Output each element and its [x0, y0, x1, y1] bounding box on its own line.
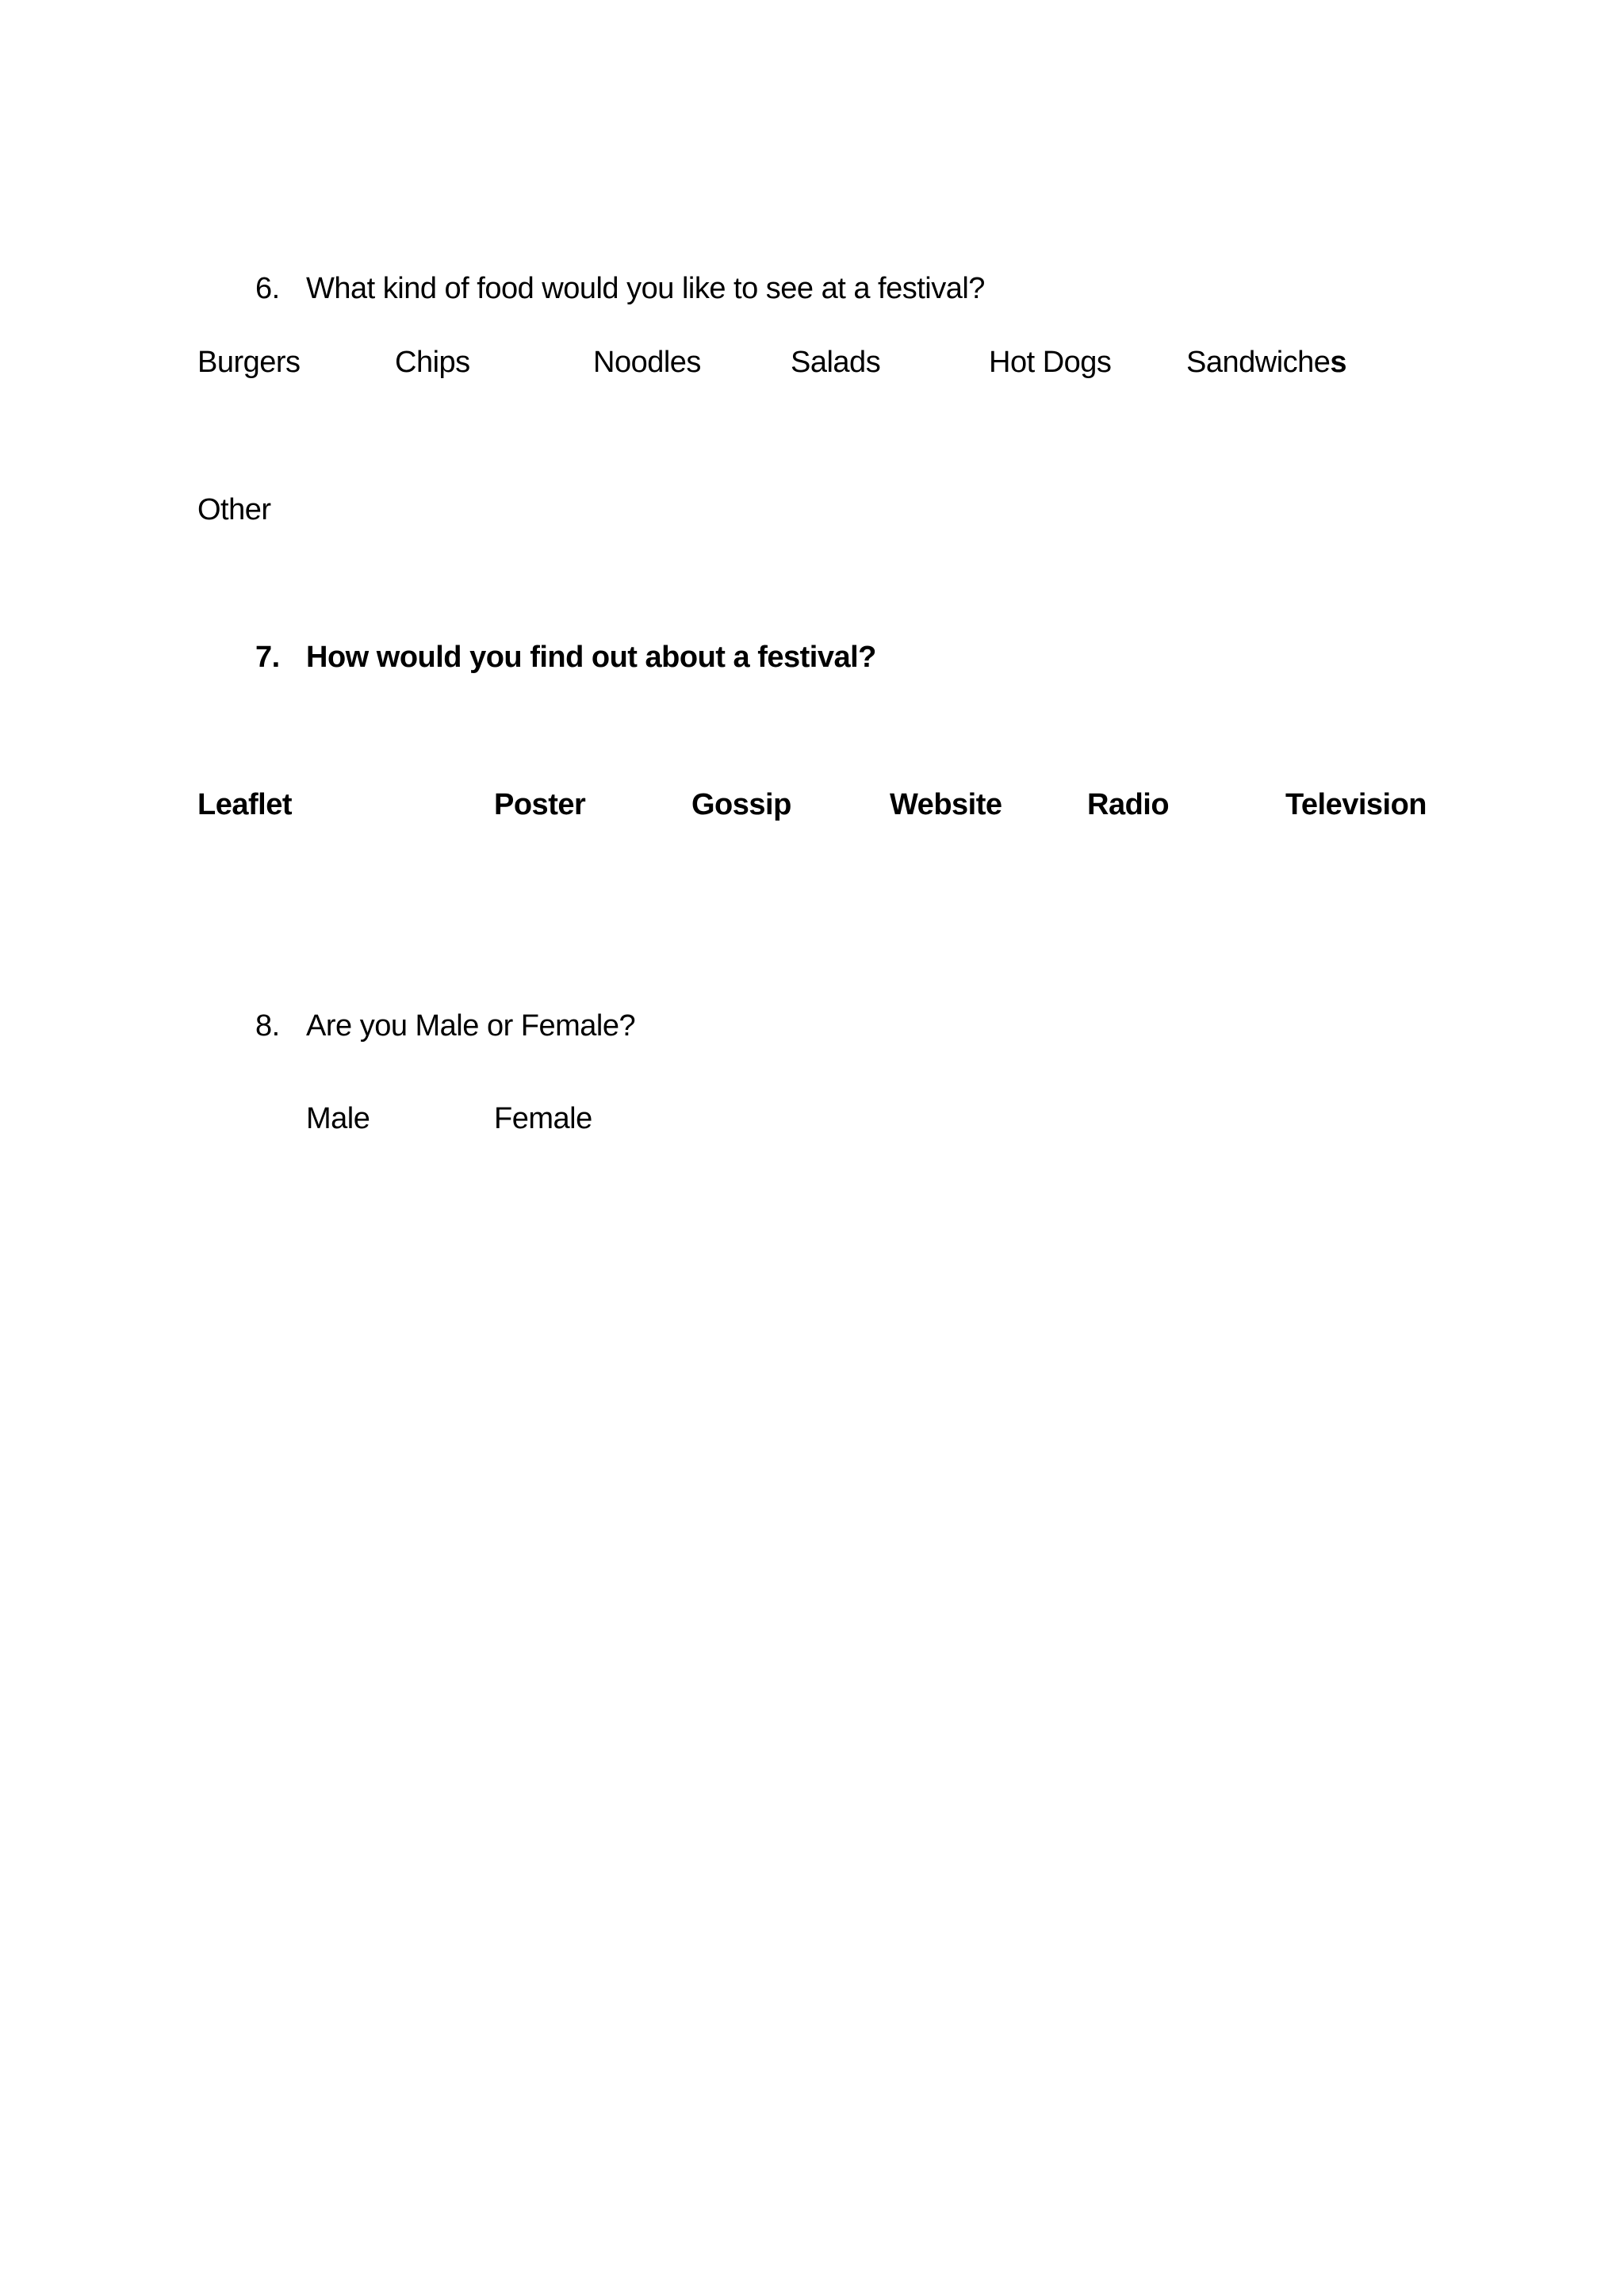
q6-question: What kind of food would you like to see at a festival? — [306, 272, 985, 305]
q7-option-radio: Radio — [1087, 788, 1170, 821]
q8-number: 8. — [255, 1009, 280, 1043]
q6-option-sandwiches — [1186, 347, 1346, 377]
q8-option-female: Female — [494, 1102, 592, 1135]
q8-question: Are you Male or Female? — [306, 1009, 636, 1043]
q6-option-sandwiches-suffix: s — [1330, 346, 1347, 379]
q6-option-hot-dogs: Hot Dogs — [989, 346, 1112, 379]
q7-question: How would you find out about a festival? — [306, 641, 876, 674]
q6-option-burgers: Burgers — [197, 346, 301, 379]
q6-number: 6. — [255, 272, 280, 305]
q7-option-television: Television — [1285, 788, 1427, 821]
q6-option-noodles: Noodles — [593, 346, 701, 379]
q7-option-leaflet: Leaflet — [197, 788, 292, 821]
q6-option-salads: Salads — [791, 346, 881, 379]
q7-option-gossip: Gossip — [691, 788, 791, 821]
q6-option-sandwiches-stem: Sandwiche — [1186, 346, 1331, 379]
q7-option-website: Website — [890, 788, 1002, 821]
q7-option-poster: Poster — [494, 788, 586, 821]
q7-number: 7. — [255, 641, 280, 674]
q6-option-chips: Chips — [395, 346, 470, 379]
q6-other-label: Other — [197, 493, 271, 526]
q8-option-male: Male — [306, 1102, 370, 1135]
